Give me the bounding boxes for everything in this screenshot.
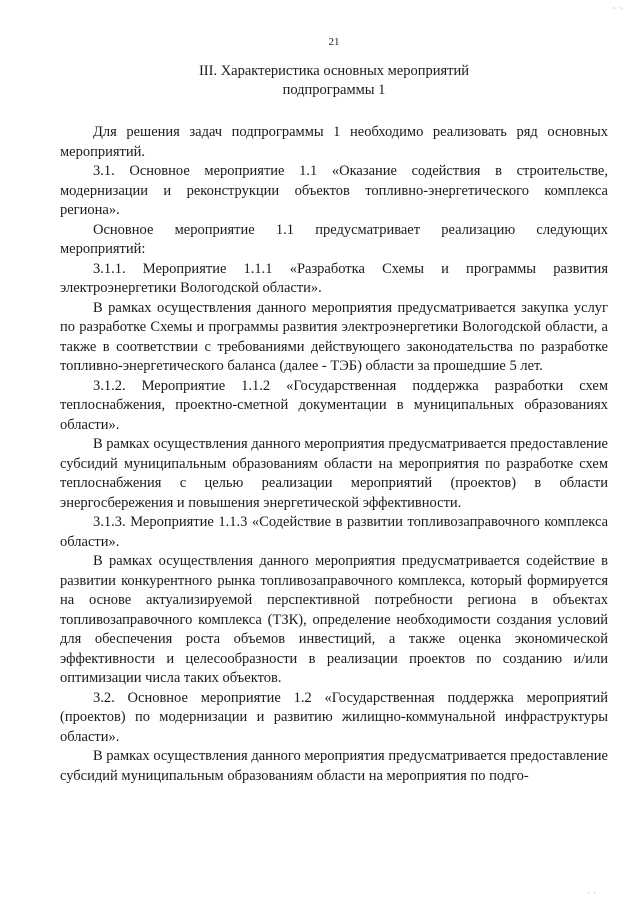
paragraph-3-1-2-detail: В рамках осуществления данного мероприятия предусматривается предоставление субсидий муниципальным образованиям области на мероприятия по разработке схем теплоснабжения с целью реализации мероприятий (проектов) в области энергосбережения и повышения энергетической эффективности. [60,436,608,511]
document-body [60,123,608,786]
document-page [60,36,608,786]
section-title [60,62,608,100]
scan-mark-top: ˎ ˎ [612,0,624,10]
paragraph-3-1-3-detail: В рамках осуществления данного мероприятия предусматривается содействие в развитии конкурентного рынка топливозаправочного комплекса, который формируется на основе актуализируемой перспективной потребности региона в объектах топливозаправочного комплекса (ТЗК), определение необходимости создания условий для обеспечения роста объемов инвестиций, а также оценка экономической эффективности и целесообразности в реализации проектов по созданию и/или оптимизации числа таких объектов. [60,553,608,686]
section-title-line-1: III. Характеристика основных мероприятий [198,63,470,79]
paragraph-intro: Для решения задач подпрограммы 1 необходимо реализовать ряд основных мероприятий. [60,124,608,160]
paragraph-3-1-scope: Основное мероприятие 1.1 предусматривает реализацию следующих мероприятий: [60,221,608,257]
paragraph-3-2-detail: В рамках осуществления данного мероприятия предусматривается предоставление субсидий муниципальным образованиям области на мероприятия по подго- [60,748,608,784]
paragraph-3-1: 3.1. Основное мероприятие 1.1 «Оказание содействия в строительстве, модернизации и реконструкции объектов топливно-энергетического комплекса региона». [60,163,608,218]
paragraph-3-1-3: 3.1.3. Мероприятие 1.1.3 «Содействие в развитии топливозаправочного комплекса области». [60,514,608,550]
paragraph-3-1-1-detail: В рамках осуществления данного мероприятия предусматривается закупка услуг по разработке Схемы и программы развития электроэнергетики Вологодской области, а также в соответствии с требованиями действующего законодательства по разработке топливно-энергетического баланса (далее - ТЭБ) области за прошедшие 5 лет. [60,299,608,374]
paragraph-3-1-2: 3.1.2. Мероприятие 1.1.2 «Государственная поддержка разработки схем теплоснабжения, проектно-сметной документации в муниципальных образованиях области». [60,377,608,433]
paragraph-3-2: 3.2. Основное мероприятие 1.2 «Государственная поддержка мероприятий (проектов) по модернизации и развитию жилищно-коммунальной инфраструктуры области». [60,689,608,745]
section-title-line-2: подпрограммы 1 [282,82,386,98]
scan-mark-bottom: · · [587,889,596,899]
paragraph-3-1-1: 3.1.1. Мероприятие 1.1.1 «Разработка Схемы и программы развития электроэнергетики Вологодской области». [60,260,608,296]
page-number: 21 [328,36,340,48]
